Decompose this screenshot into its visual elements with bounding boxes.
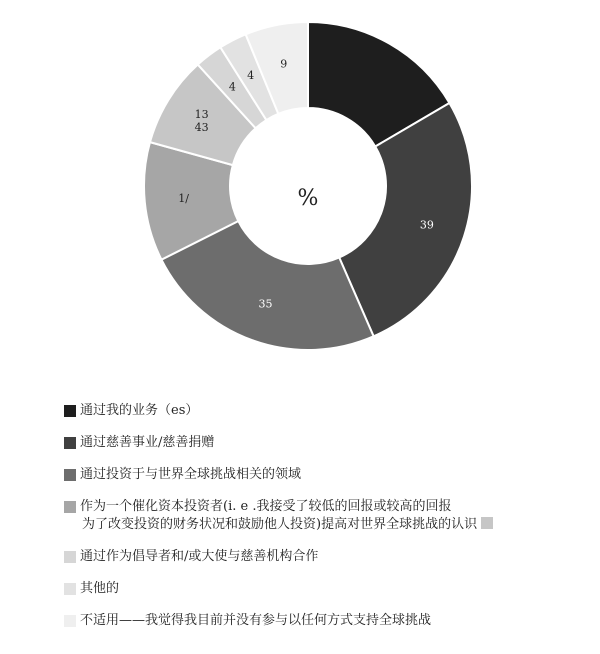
legend-label-line2: 为了改变投资的财务状况和鼓励他人投资)提高对世界全球挑战的认识 <box>82 517 478 532</box>
slice-label-1: 39 <box>419 218 434 232</box>
slice-label-6: 4 <box>247 68 255 82</box>
legend-swatch-trailing <box>481 517 493 529</box>
legend-swatch <box>64 405 76 417</box>
legend-item-not-applicable <box>64 612 584 630</box>
legend-label: 通过慈善事业/慈善捐赠 <box>80 435 215 450</box>
center-label: % <box>297 186 319 211</box>
slice-label-2: 35 <box>258 297 273 311</box>
legend-item-investing <box>64 466 584 484</box>
legend-item-advocate <box>64 548 584 566</box>
legend-swatch <box>64 437 76 449</box>
legend-label: 其他的 <box>80 581 120 596</box>
legend-label: 作为一个催化资本投资者(i. e .我接受了较低的回报或较高的回报 <box>80 499 452 514</box>
legend-label: 通过作为倡导者和/或大使与慈善机构合作 <box>80 549 319 564</box>
legend-item-other <box>64 580 584 598</box>
legend <box>64 402 584 644</box>
slice-label-4-1: 43 <box>194 120 209 134</box>
slice-label-7: 9 <box>280 57 288 71</box>
legend-swatch <box>64 551 76 563</box>
legend-swatch <box>64 501 76 513</box>
legend-swatch <box>64 583 76 595</box>
legend-swatch <box>64 615 76 627</box>
legend-swatch <box>64 469 76 481</box>
legend-label: 通过投资于与世界全球挑战相关的领域 <box>80 467 302 482</box>
legend-item-philanthropy <box>64 434 584 452</box>
legend-item-business <box>64 402 584 420</box>
legend-item-catalytic-capital <box>64 498 584 534</box>
slice-label-4-0: 13 <box>194 107 209 121</box>
legend-label: 通过我的业务（es） <box>80 403 199 418</box>
slice-label-3: 1/ <box>178 192 189 206</box>
slice-label-5: 4 <box>228 80 236 94</box>
legend-label: 不适用——我觉得我目前并没有参与以任何方式支持全球挑战 <box>80 613 432 628</box>
